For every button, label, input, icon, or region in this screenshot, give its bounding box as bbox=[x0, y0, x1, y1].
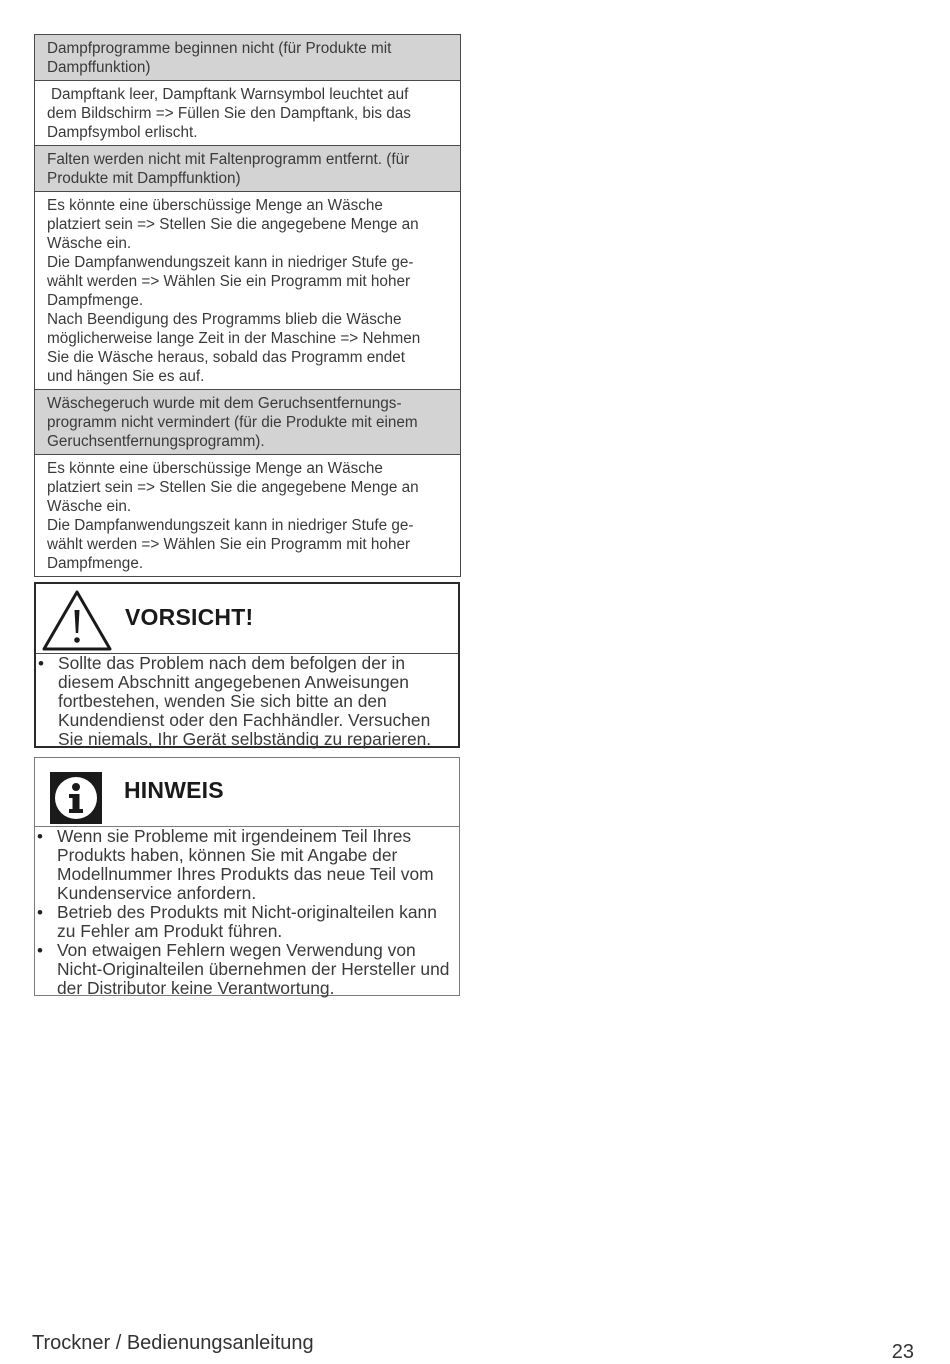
row-line: Die Dampfanwendungszeit kann in niedriger Stufe ge- bbox=[47, 517, 414, 534]
caution-header bbox=[36, 584, 458, 654]
row-line: Geruchsentfernungsprogramm). bbox=[47, 433, 265, 450]
list-item-line: Produkts haben, können Sie mit Angabe der bbox=[57, 845, 398, 865]
solution-row bbox=[35, 454, 460, 576]
row-line: Wäsche ein. bbox=[47, 498, 132, 515]
list-item-line: fortbestehen, wenden Sie sich bitte an den bbox=[58, 691, 387, 711]
row-line: Wäsche ein. bbox=[47, 235, 132, 252]
row-line: Sie die Wäsche heraus, sobald das Programm endet bbox=[47, 349, 405, 366]
row-line: Produkte mit Dampffunktion) bbox=[47, 170, 241, 187]
footer-document-title: Trockner / Bedienungsanleitung bbox=[32, 1332, 314, 1354]
list-item-line: zu Fehler am Produkt führen. bbox=[57, 921, 283, 941]
row-line: Dampfmenge. bbox=[47, 555, 144, 572]
list-item-line: • Wenn sie Probleme mit irgendeinem Teil Ihres bbox=[57, 826, 412, 846]
row-line: dem Bildschirm => Füllen Sie den Dampftank, bis das bbox=[47, 105, 411, 122]
notice-title: HINWEIS bbox=[124, 777, 224, 803]
solution-row bbox=[35, 80, 460, 145]
row-line: möglicherweise lange Zeit in der Maschine => Nehmen bbox=[47, 330, 421, 347]
info-icon bbox=[50, 772, 102, 824]
row-line: Es könnte eine überschüssige Menge an Wäsche bbox=[47, 197, 383, 214]
list-item-line: Nicht-Originalteilen übernehmen der Hersteller und bbox=[57, 959, 450, 979]
notice-box bbox=[34, 757, 460, 996]
row-line: platziert sein => Stellen Sie die angegebene Menge an bbox=[47, 216, 419, 233]
list-item-line: • Sollte das Problem nach dem befolgen der in bbox=[58, 653, 406, 673]
caution-list bbox=[36, 654, 458, 749]
problem-row bbox=[35, 389, 460, 454]
notice-header bbox=[35, 758, 459, 827]
page-number: 23 bbox=[891, 1341, 914, 1363]
caution-title: VORSICHT! bbox=[125, 604, 254, 630]
notice-list-item bbox=[57, 941, 455, 998]
notice-list bbox=[35, 827, 459, 998]
caution-box bbox=[34, 582, 460, 748]
caution-list-item bbox=[58, 654, 454, 749]
row-line: Dampftank leer, Dampftank Warnsymbol leuchtet auf bbox=[51, 86, 409, 103]
list-item-line: • Betrieb des Produkts mit Nicht-originalteilen kann bbox=[57, 902, 437, 922]
row-line: programm nicht vermindert (für die Produkte mit einem bbox=[47, 414, 418, 431]
warning-triangle-icon bbox=[41, 588, 113, 652]
row-line: und hängen Sie es auf. bbox=[47, 368, 205, 385]
notice-list-item bbox=[57, 827, 455, 903]
row-line: platziert sein => Stellen Sie die angegebene Menge an bbox=[47, 479, 419, 496]
row-line: Dampffunktion) bbox=[47, 59, 151, 76]
list-item-line: Sie niemals, Ihr Gerät selbständig zu reparieren. bbox=[58, 729, 432, 749]
row-line: Falten werden nicht mit Faltenprogramm entfernt. (für bbox=[47, 151, 410, 168]
list-item-line: • Von etwaigen Fehlern wegen Verwendung von bbox=[57, 940, 416, 960]
row-line: Die Dampfanwendungszeit kann in niedriger Stufe ge- bbox=[47, 254, 414, 271]
notice-list-item bbox=[57, 903, 455, 941]
list-item-line: diesem Abschnitt angegebenen Anweisungen bbox=[58, 672, 409, 692]
problem-row bbox=[35, 35, 460, 80]
row-line: Es könnte eine überschüssige Menge an Wäsche bbox=[47, 460, 383, 477]
solution-row bbox=[35, 191, 460, 389]
row-line: Dampfsymbol erlischt. bbox=[47, 124, 198, 141]
list-item-line: Modellnummer Ihres Produkts das neue Teil vom bbox=[57, 864, 434, 884]
row-line: Dampfprogramme beginnen nicht (für Produkte mit bbox=[47, 40, 392, 57]
row-line: wählt werden => Wählen Sie ein Programm mit hoher bbox=[47, 536, 411, 553]
troubleshooting-table bbox=[34, 34, 461, 577]
list-item-line: Kundendienst oder den Fachhändler. Versuchen bbox=[58, 710, 431, 730]
row-line: Dampfmenge. bbox=[47, 292, 144, 309]
list-item-line: Kundenservice anfordern. bbox=[57, 883, 257, 903]
row-line: Wäschegeruch wurde mit dem Geruchsentfernungs- bbox=[47, 395, 402, 412]
row-line: wählt werden => Wählen Sie ein Programm mit hoher bbox=[47, 273, 411, 290]
problem-row bbox=[35, 145, 460, 191]
list-item-line: der Distributor keine Verantwortung. bbox=[57, 978, 335, 998]
row-line: Nach Beendigung des Programms blieb die Wäsche bbox=[47, 311, 402, 328]
